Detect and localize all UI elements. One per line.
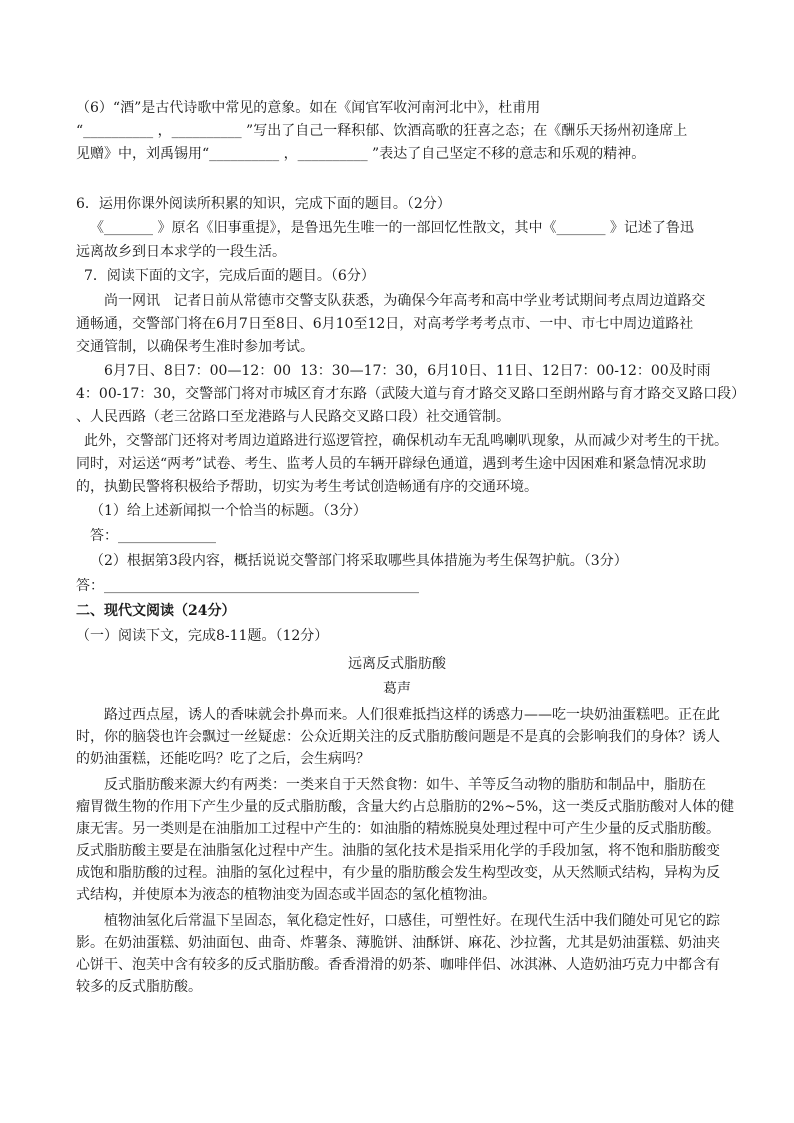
section2-heading: 二、现代文阅读（24分）: [76, 603, 236, 619]
q7-news-line-7: 此外，交警部门还将对考周边道路进行巡逻管控，确保机动车无乱鸣喇叭现象，从而减少对考生的干扰。: [84, 433, 728, 449]
article-line-2: 时，你的脑袋也许会飘过一丝疑虑：公众近期关注的反式脂肪酸问题是不是真的会影响我们的身体？诱人: [76, 729, 720, 745]
article-line-3: 的奶油蛋糕，还能吃吗？吃了之后，会生病吗？: [76, 751, 370, 767]
q6-wine-line-1: （6）“酒”是古代诗歌中常见的意象。如在《闻官军收河南河北中》，杜甫用: [76, 100, 541, 116]
article-line-12: 心饼干、泡芙中含有较多的反式脂肪酸。香香滑滑的奶茶、咖啡伴侣、冰淇淋、人造奶油巧克力中都含有: [76, 957, 720, 973]
article-line-7: 反式脂肪酸主要是在油脂氢化过程中产生。油脂的氢化技术是指采用化学的手段加氢，将不饱和脂肪酸变: [76, 843, 720, 859]
q6-wine-line-3: 见赠》中，刘禹锡用“__________ ，__________ ”表达了自己坚定不移的意志和乐观的精神。: [76, 146, 646, 162]
article-line-4: 反式脂肪酸来源大约有两类：一类来自于天然食物：如牛、羊等反刍动物的脂肪和制品中，脂肪在: [104, 777, 706, 793]
q7-sub1: （1）给上述新闻拟一个恰当的标题。（3分）: [90, 503, 367, 519]
q7-news-line-8: 同时，对运送“两考”试卷、考生、监考人员的车辆开辟绿色通道，遇到考生途中因困难和紧急情况求助: [76, 456, 707, 472]
article-line-11: 影。在奶油蛋糕、奶油面包、曲奇、炸薯条、薄脆饼、油酥饼、麻花、沙拉酱，尤其是奶油蛋糕、奶油夹: [76, 935, 720, 951]
q7-sub2: （2）根据第3段内容，概括说说交警部门将采取哪些具体措施为考生保驾护航。（3分）: [90, 553, 628, 569]
q7-news-line-3: 交通管制，以确保考生准时参加考试。: [76, 339, 314, 355]
q7-news-line-2: 通畅通，交警部门将在6月7日至8日、6月10至12日，对高考学考考点市、一中、市七中周边道路社: [76, 316, 694, 332]
q6-title: 6．运用你课外阅读所积累的知识，完成下面的题目。（2分）: [76, 196, 451, 212]
article-line-9: 式结构，并使原本为液态的植物油变为固态或半固态的氢化植物油。: [76, 887, 496, 903]
q7-answer-1[interactable]: 答：______________: [90, 528, 216, 544]
q7-answer-2[interactable]: 答：_____________________________________________: [76, 578, 419, 594]
q7-title: 7．阅读下面的文字，完成后面的题目。（6分）: [84, 268, 375, 284]
article-author: 葛声: [383, 681, 411, 697]
article-line-10: 植物油氢化后常温下呈固态，氧化稳定性好，口感佳，可塑性好。在现代生活中我们随处可见它的踪: [104, 913, 720, 929]
q6-wine-line-2: “__________ ，__________ ”写出了自己一释积郁、饮酒高歌的狂喜之态；在《酬乐天扬州初逢席上: [76, 123, 688, 139]
q7-news-line-4: 6月7日、8日7：00—12：00 13：30—17：30，6月10日、11日、12日7：00-12：00及时雨: [104, 363, 711, 379]
article-title: 远离反式脂肪酸: [348, 656, 446, 672]
article-line-5: 瘤胃微生物的作用下产生少量的反式脂肪酸，含量大约占总脂肪的2%~5%，这一类反式脂肪酸对人体的健: [76, 799, 735, 815]
q7-news-line-6: 、人民西路（老三岔路口至龙港路与人民路交叉路口段）社交通管制。: [76, 409, 510, 425]
article-line-1: 路过西点屋，诱人的香味就会扑鼻而来。人们很难抵挡这样的诱惑力——吃一块奶油蛋糕吧。正在此: [104, 707, 720, 723]
q7-news-line-9: 的，执勤民警将积极给予帮助，切实为考生考试创造畅通有序的交通环境。: [76, 479, 538, 495]
q6-line-2: 远离故乡到日本求学的一段生活。: [76, 244, 286, 260]
article-line-13: 较多的反式脂肪酸。: [76, 979, 202, 995]
q7-news-line-1: 尚一网讯 记者日前从常德市交警支队获悉，为确保今年高考和高中学业考试期间考点周边道路交: [104, 293, 706, 309]
q7-news-line-5: 4：00-17：30，交警部门将对市城区育才东路（武陵大道与育才路交叉路口至朗州路与育才路交叉路口段）: [76, 386, 746, 402]
q6-line-1: 《_______ 》原名《旧事重提》，是鲁迅先生唯一的一部回忆性散文，其中《_______ 》记述了鲁迅: [90, 220, 694, 236]
section2-sub: （一）阅读下文，完成8-11题。（12分）: [76, 628, 329, 644]
article-line-8: 成饱和脂肪酸的过程。油脂的氢化过程中，有少量的脂肪酸会发生构型改变，从天然顺式结构，异构为反: [76, 865, 720, 881]
article-line-6: 康无害。另一类则是在油脂加工过程中产生的：如油脂的精炼脱臭处理过程中可产生少量的反式脂肪酸。: [76, 821, 720, 837]
